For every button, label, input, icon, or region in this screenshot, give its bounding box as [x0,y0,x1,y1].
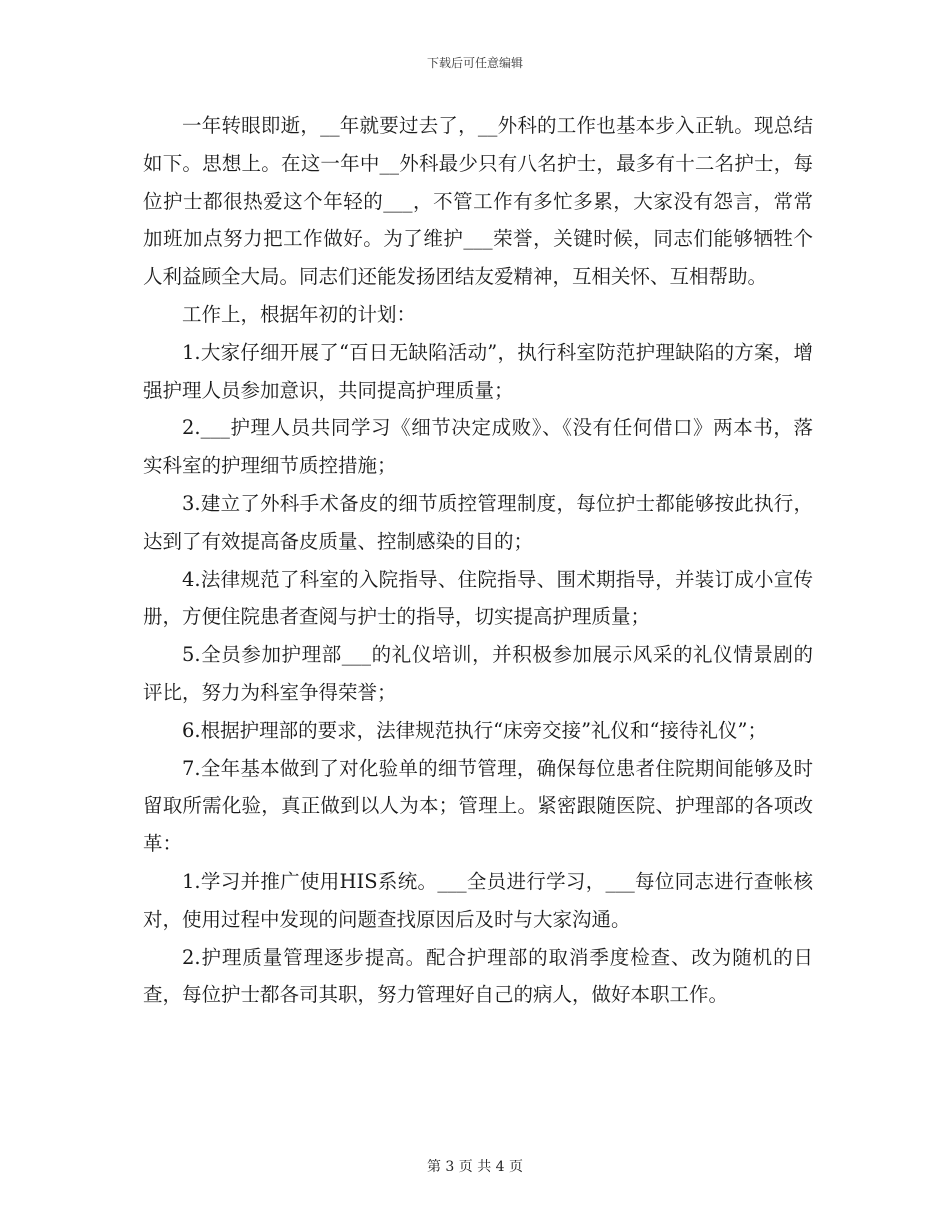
paragraph-work-item-7: 7.全年基本做到了对化验单的细节管理，确保每位患者住院期间能够及时留取所需化验，真正做到以人为本；管理上。紧密跟随医院、护理部的各项改革： [143,756,813,856]
paragraph-management-item-2: 2.护理质量管理逐步提高。配合护理部的取消季度检查、改为随机的日查，每位护士都各司其职，努力管理好自己的病人，做好本职工作。 [143,945,813,1007]
page-footer: 第 3 页 共 4 页 [426,1159,524,1175]
paragraph-management-item-1: 1.学习并推广使用HIS系统。___全员进行学习，___每位同志进行查帐核对，使用过程中发现的问题查找原因后及时与大家沟通。 [143,869,813,931]
page-header: 下载后可任意编辑 [426,56,523,70]
paragraph-work-item-1: 1.大家仔细开展了“百日无缺陷活动”，执行科室防范护理缺陷的方案，增强护理人员参加意识，共同提高护理质量； [143,340,813,402]
paragraph-work-heading: 工作上，根据年初的计划： [182,302,417,326]
paragraph-work-item-4: 4.法律规范了科室的入院指导、住院指导、围术期指导，并装订成小宣传册，方便住院患者查阅与护士的指导，切实提高护理质量； [143,567,813,629]
paragraph-work-item-3: 3.建立了外科手术备皮的细节质控管理制度，每位护士都能够按此执行，达到了有效提高备皮质量、控制感染的目的； [143,491,813,553]
document-body [143,107,813,1014]
paragraph-work-item-6: 6.根据护理部的要求，法律规范执行“床旁交接”礼仪和“接待礼仪”； [182,718,767,742]
paragraph-work-item-5: 5.全员参加护理部___的礼仪培训，并积极参加展示风采的礼仪情景剧的评比，努力为科室争得荣誉； [143,643,813,704]
paragraph-summary-intro: 一年转眼即逝，__年就要过去了，__外科的工作也基本步入正轨。现总结如下。思想上。在这一年中__外科最少只有八名护士，最多有十二名护士，每位护士都很热爱这个年轻的___，不管工作有多忙多累，大家没有怨言，常常加班加点努力把工作做好。为了维护___荣誉，关键时候，同志们能够牺牲个人利益顾全大局。同志们还能发扬团结友爱精神，互相关怀、互相帮助。 [143,114,813,289]
paragraph-work-item-2: 2.___护理人员共同学习《细节决定成败》、《没有任何借口》两本书，落实科室的护理细节质控措施； [143,416,813,478]
